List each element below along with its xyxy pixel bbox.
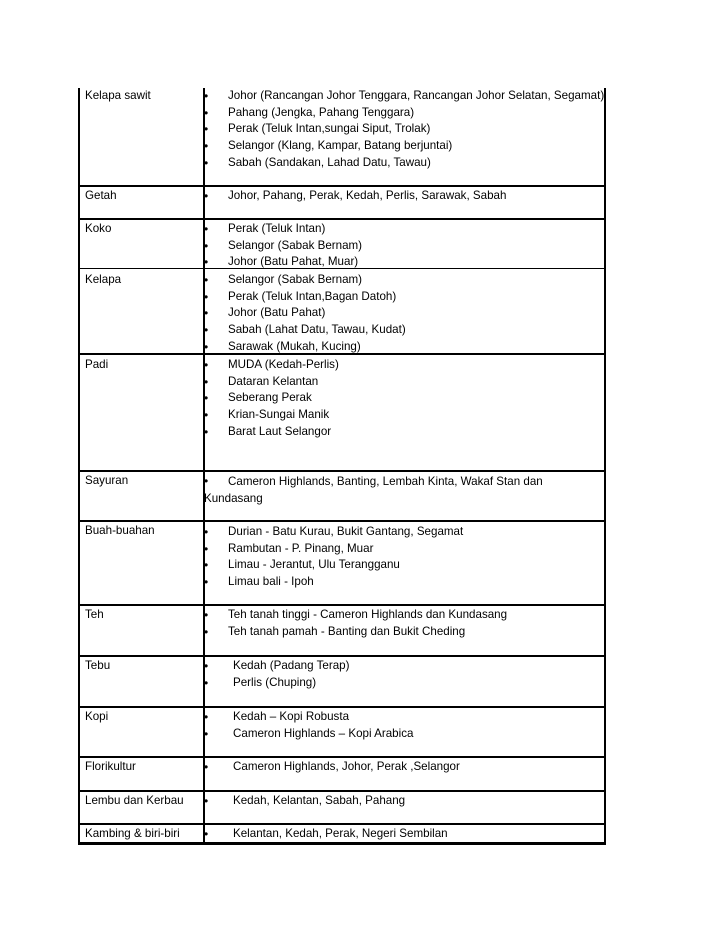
region-list-kelapa [204,272,604,356]
region-list-florikultur [204,759,604,776]
crop-label-padi: Padi [85,358,109,371]
region-list-teh [204,607,604,640]
region-list-koko [204,221,604,271]
list-item: • Cameron Highlands – Kopi Arabica [204,726,604,743]
list-item: • Dataran Kelantan [204,374,604,391]
crop-label-kopi: Kopi [85,710,109,723]
crop-label-florikultur: Florikultur [85,760,136,773]
list-item: • Limau - Jerantut, Ulu Terangganu [204,557,604,574]
row-divider [78,655,606,657]
list-item: • Selangor (Sabak Bernam) [204,238,604,255]
crop-label-kelapa-sawit: Kelapa sawit [85,89,151,102]
crop-label-sayuran: Sayuran [85,474,129,487]
crop-label-lembu-dan-kerbau: Lembu dan Kerbau [85,794,184,807]
list-item: • Kedah, Kelantan, Sabah, Pahang [204,793,604,810]
list-item: • Johor (Batu Pahat, Muar) [204,254,604,271]
row-divider [78,823,606,825]
list-item: • Krian-Sungai Manik [204,407,604,424]
crop-label-teh: Teh [85,608,104,621]
list-item: • Kedah (Padang Terap) [204,658,604,675]
list-item: • Teh tanah pamah - Banting dan Bukit Cheding [204,624,604,641]
region-list-sayuran [204,473,604,507]
list-item: • Sarawak (Mukah, Kucing) [204,339,604,356]
row-divider [78,756,606,758]
list-item: • Perak (Teluk Intan,sungai Siput, Trolak) [204,121,604,138]
region-list-buah-buahan [204,524,604,591]
list-item: • Barat Laut Selangor [204,424,604,441]
crop-label-koko: Koko [85,222,112,235]
list-item: • Johor (Batu Pahat) [204,305,604,322]
crop-label-kelapa: Kelapa [85,273,122,286]
row-divider [78,470,606,472]
list-item: • Sabah (Lahat Datu, Tawau, Kudat) [204,322,604,339]
list-item: • Selangor (Klang, Kampar, Batang berjuntai) [204,138,604,155]
crop-label-buah-buahan: Buah-buahan [85,524,155,537]
region-list-lembu-dan-kerbau [204,793,604,810]
list-item-text: Cameron Highlands, Banting, Lembah Kinta, Wakaf Stan dan [228,475,543,488]
list-item: • Selangor (Sabak Bernam) [204,272,604,289]
crop-label-kambing-biri-biri: Kambing & biri-biri [85,827,180,840]
list-item: • Johor (Rancangan Johor Tenggara, Rancangan Johor Selatan, Segamat) [204,88,604,105]
region-list-getah [204,188,604,205]
table-border-left [78,88,80,845]
list-item: • Cameron Highlands, Johor, Perak ,Selangor [204,759,604,776]
region-list-kambing-biri-biri [204,826,604,843]
row-divider [78,218,606,220]
list-item [204,473,604,491]
list-item: • Perak (Teluk Intan,Bagan Datoh) [204,289,604,306]
list-item: • Perlis (Chuping) [204,675,604,692]
row-divider [78,706,606,708]
list-item: • Rambutan - P. Pinang, Muar [204,541,604,558]
row-divider [78,520,606,522]
list-item: • Durian - Batu Kurau, Bukit Gantang, Segamat [204,524,604,541]
crop-label-getah: Getah [85,189,117,202]
region-list-padi [204,357,604,441]
list-item: • Limau bali - Ipoh [204,574,604,591]
list-item: • Sabah (Sandakan, Lahad Datu, Tawau) [204,155,604,172]
row-divider [78,790,606,792]
row-divider [78,604,606,606]
list-item: • Perak (Teluk Intan) [204,221,604,238]
list-item: • MUDA (Kedah-Perlis) [204,357,604,374]
list-item: • Teh tanah tinggi - Cameron Highlands dan Kundasang [204,607,604,624]
table-border-right [604,88,606,845]
list-item-continuation: Kundasang [204,491,263,505]
region-list-kelapa-sawit [204,88,604,172]
list-item: • Seberang Perak [204,390,604,407]
list-item: • Kedah – Kopi Robusta [204,709,604,726]
row-divider [78,185,606,187]
list-item: • Johor, Pahang, Perak, Kedah, Perlis, Sarawak, Sabah [204,188,604,205]
crop-label-tebu: Tebu [85,659,111,672]
crop-region-table [78,84,606,845]
region-list-tebu [204,658,604,691]
region-list-kopi [204,709,604,742]
list-item: • Kelantan, Kedah, Perak, Negeri Sembilan [204,826,604,843]
bullet: • [204,474,209,488]
list-item: • Pahang (Jengka, Pahang Tenggara) [204,105,604,122]
